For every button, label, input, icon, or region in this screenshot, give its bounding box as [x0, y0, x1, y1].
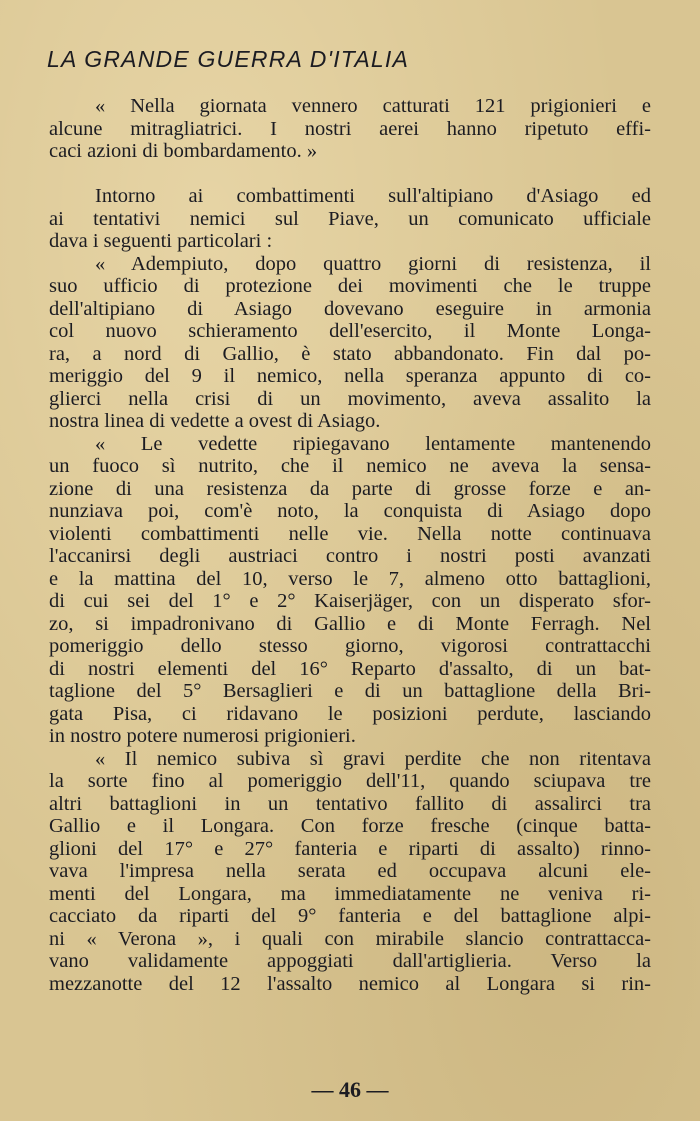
running-title: LA GRANDE GUERRA D'ITALIA [47, 46, 409, 72]
paragraph [49, 253, 651, 433]
text-line: col nuovo schieramento dell'esercito, il Monte Longa- [49, 320, 651, 342]
text-line: e la mattina del 10, verso le 7, almeno otto battaglioni, [49, 567, 651, 590]
text-line: Intorno ai combattimenti sull'altipiano d'Asiago ed [95, 185, 651, 207]
text-line: « Le vedette ripiegavano lentamente mantenendo [95, 432, 651, 455]
text-line: nunziava poi, com'è noto, la conquista di Asiago dopo [49, 500, 651, 522]
text-line: violenti combattimenti nelle vie. Nella notte continuava [49, 522, 651, 545]
text-line: vano validamente appoggiati dall'artiglieria. Verso la [49, 950, 651, 972]
paragraph [49, 95, 651, 163]
text-line: ai tentativi nemici sul Piave, un comunicato ufficiale [49, 207, 651, 230]
body-text [49, 95, 651, 995]
text-line: mezzanotte del 12 l'assalto nemico al Longara si rin- [49, 972, 651, 995]
paragraph [49, 185, 651, 253]
text-line: dava i seguenti particolari : [49, 230, 273, 252]
paragraph [49, 748, 651, 996]
text-line: zo, si impadronivano di Gallio e di Monte Ferragh. Nel [49, 612, 651, 635]
text-line: gata Pisa, ci ridavano le posizioni perdute, lasciando [49, 702, 651, 725]
text-line: « Nella giornata vennero catturati 121 prigionieri e [95, 95, 651, 117]
text-line: cacciato da riparti del 9° fanteria e del battaglione alpi- [49, 905, 651, 927]
text-line: vava l'impresa nella serata ed occupava alcuni ele- [49, 860, 651, 882]
text-line: la sorte fino al pomeriggio dell'11, quando sciupava tre [49, 770, 651, 792]
text-line: meriggio del 9 il nemico, nella speranza appunto di co- [49, 365, 651, 387]
text-line: glierci nella crisi di un movimento, aveva assalito la [49, 387, 651, 410]
text-line: menti del Longara, ma immediatamente ne veniva ri- [49, 882, 651, 905]
text-line: « Adempiuto, dopo quattro giorni di resistenza, il [95, 252, 651, 275]
text-line: alcune mitragliatrici. I nostri aerei hanno ripetuto effi- [49, 117, 651, 140]
text-line: ni « Verona », i quali con mirabile slancio contrattacca- [49, 927, 651, 950]
text-line: zione di una resistenza da parte di grosse forze e an- [49, 477, 651, 500]
text-line: in nostro potere numerosi prigionieri. [49, 725, 356, 747]
text-line: altri battaglioni in un tentativo fallito di assalirci tra [49, 792, 651, 815]
text-line: pomeriggio dello stesso giorno, vigorosi contrattacchi [49, 635, 651, 657]
text-line: di cui sei del 1° e 2° Kaiserjäger, con un disperato sfor- [49, 590, 651, 612]
text-line: nostra linea di vedette a ovest di Asiago. [49, 410, 381, 432]
text-line: suo ufficio di protezione dei movimenti che le truppe [49, 275, 651, 297]
text-line: dell'altipiano di Asiago dovevano eseguire in armonia [49, 297, 651, 320]
text-line: ra, a nord di Gallio, è stato abbandonato. Fin dal po- [49, 342, 651, 365]
text-line: Gallio e il Longara. Con forze fresche (cinque batta- [49, 815, 651, 837]
text-line: un fuoco sì nutrito, che il nemico ne aveva la sensa- [49, 455, 651, 477]
text-line: caci azioni di bombardamento. » [49, 140, 318, 162]
page-number: — 46 — [311, 1077, 389, 1102]
paragraph-gap [49, 163, 651, 186]
text-line: « Il nemico subiva sì gravi perdite che non ritentava [95, 747, 651, 770]
text-line: l'accanirsi degli austriaci contro i nostri posti avanzati [49, 545, 651, 567]
paragraph [49, 433, 651, 748]
text-line: glioni del 17° e 27° fanteria e riparti di assalto) rinno- [49, 837, 651, 860]
text-line: di nostri elementi del 16° Reparto d'assalto, di un bat- [49, 657, 651, 680]
text-line: taglione del 5° Bersaglieri e di un battaglione della Bri- [49, 680, 651, 702]
